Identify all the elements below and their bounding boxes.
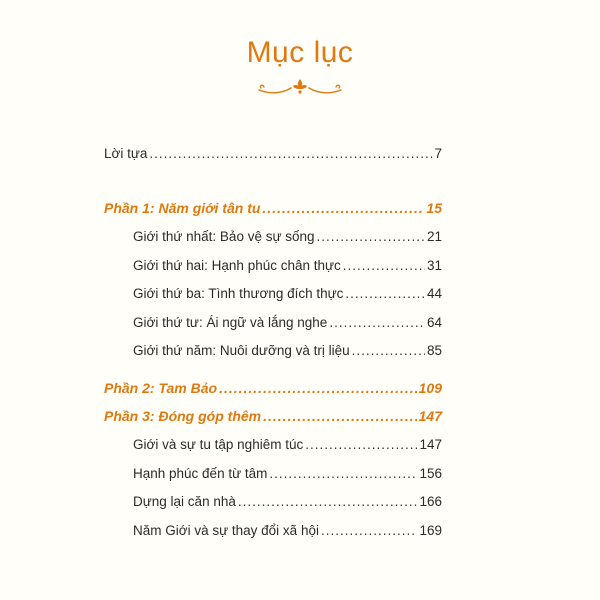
toc-entry[interactable] — [133, 437, 442, 452]
toc-entry-label: Lời tựa — [104, 146, 148, 161]
toc-entry-label: Giới thứ tư: Ái ngữ và lắng nghe — [133, 315, 328, 330]
toc-part-label: Phần 3: Đóng góp thêm — [104, 408, 262, 424]
toc-entry-label: Giới và sự tu tập nghiêm túc — [133, 437, 304, 452]
toc-part-label: Phần 1: Năm giới tân tu — [104, 200, 261, 216]
toc-part-page: 109 — [418, 380, 442, 396]
toc-entry-label: Hạnh phúc đến từ tâm — [133, 466, 268, 481]
toc-entry-page: 44 — [426, 286, 442, 301]
toc-entry-page: 64 — [426, 315, 442, 330]
toc-entry-label: Năm Giới và sự thay đổi xã hội — [133, 523, 319, 538]
dot-leader — [321, 523, 418, 538]
toc-entry[interactable] — [133, 494, 442, 509]
toc-entry-page: 169 — [419, 523, 442, 538]
dot-leader — [238, 494, 418, 509]
toc-entry[interactable] — [133, 523, 442, 538]
toc-entry-page: 166 — [419, 494, 442, 509]
dot-leader — [269, 466, 417, 481]
dot-leader — [345, 286, 425, 301]
toc-entry[interactable] — [133, 315, 442, 330]
toc-entry-page: 31 — [426, 258, 442, 273]
dot-leader — [343, 258, 425, 273]
toc-entry-page: 21 — [426, 229, 442, 244]
dot-leader — [352, 343, 425, 358]
toc-entry-label: Giới thứ năm: Nuôi dưỡng và trị liệu — [133, 343, 350, 358]
toc-entry[interactable] — [133, 466, 442, 481]
dot-leader — [317, 229, 425, 244]
dot-leader — [263, 408, 417, 424]
toc-entry-page: 147 — [419, 437, 442, 452]
toc-part-3[interactable] — [104, 408, 442, 424]
dot-leader — [262, 200, 424, 216]
toc-entry-label: Giới thứ hai: Hạnh phúc chân thực — [133, 258, 341, 273]
toc-entry[interactable] — [133, 286, 442, 301]
toc-part-2[interactable] — [104, 380, 442, 396]
toc-entry-label: Giới thứ nhất: Bảo vệ sự sống — [133, 229, 315, 244]
toc-entry[interactable] — [133, 229, 442, 244]
dot-leader — [149, 146, 432, 161]
toc-part-page: 15 — [426, 200, 442, 216]
toc-entry-page: 85 — [426, 343, 442, 358]
toc-part-1[interactable] — [104, 200, 442, 216]
toc-part-page: 147 — [418, 408, 442, 424]
toc-entry-page: 156 — [419, 466, 442, 481]
toc-part-label: Phần 2: Tam Bảo — [104, 380, 218, 396]
dot-leader — [329, 315, 425, 330]
dot-leader — [219, 380, 417, 396]
toc-entry-label: Giới thứ ba: Tình thương đích thực — [133, 286, 344, 301]
toc-entry-preface[interactable] — [104, 146, 442, 161]
toc-entry[interactable] — [133, 343, 442, 358]
toc-entry[interactable] — [133, 258, 442, 273]
toc-entry-page: 7 — [434, 146, 442, 161]
dot-leader — [305, 437, 417, 452]
toc-entry-label: Dựng lại căn nhà — [133, 494, 236, 509]
page-title: Mục lục — [246, 36, 354, 69]
